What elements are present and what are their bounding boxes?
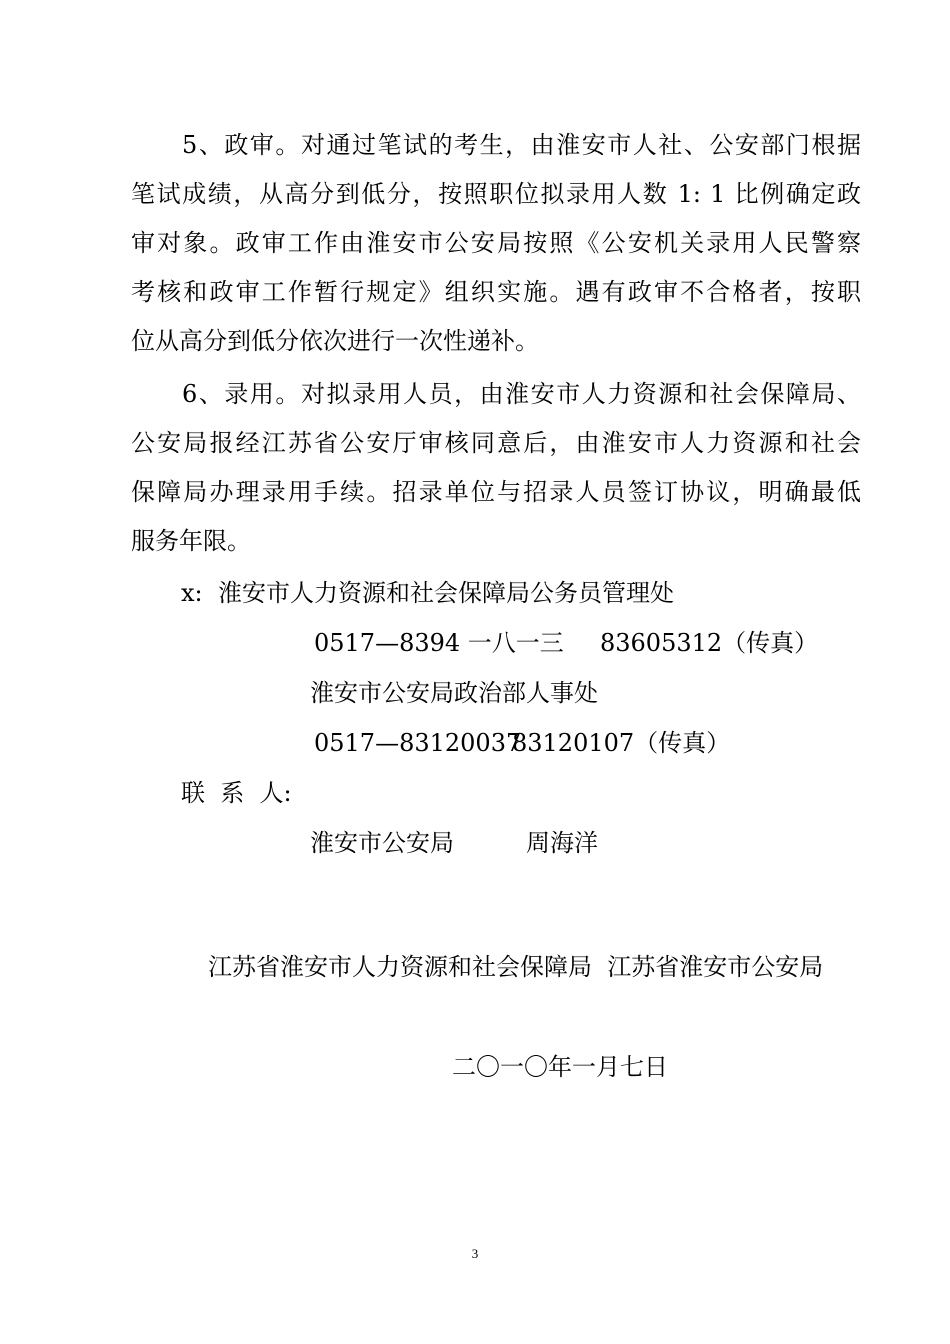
signature-issuers: 江苏省淮安市人力资源和社会保障局 江苏省淮安市公安局 [208, 953, 824, 981]
paragraph-line: 公安局报经江苏省公安厅审核同意后，由淮安市人力资源和社会 [131, 429, 861, 457]
contact-person-label: 联 系 人: [181, 779, 292, 807]
paragraph-line: 5、政审。对通过笔试的考生，由淮安市人社、公安部门根据 [131, 131, 861, 159]
contact-org-1: 淮安市人力资源和社会保障局公务员管理处 [218, 579, 674, 607]
contact-person-name: 周海洋 [526, 829, 598, 857]
paragraph-6 [131, 370, 861, 566]
paragraph-line: 审对象。政审工作由淮安市公安局按照《公安机关录用人民警察 [131, 229, 861, 257]
contact-fax-1: 83605312（传真） [600, 629, 819, 657]
paragraph-line: 6、录用。对拟录用人员，由淮安市人力资源和社会保障局、 [131, 380, 861, 408]
paragraph-line: 笔试成绩，从高分到低分，按照职位拟录用人数 1: 1 比例确定政 [131, 180, 861, 208]
paragraph-5 [131, 121, 861, 366]
contact-org-2: 淮安市公安局政治部人事处 [310, 679, 598, 707]
paragraph-line: 服务年限。 [131, 527, 251, 555]
paragraph-line: 考核和政审工作暂行规定》组织实施。遇有政审不合格者，按职 [131, 278, 861, 306]
contact-phone-2: 0517—83120037 [314, 729, 522, 757]
paragraph-line: 位从高分到低分依次进行一次性递补。 [131, 327, 539, 355]
contact-phone-1: 0517—8394 一八一三 [314, 629, 564, 657]
page-number: 3 [471, 1246, 479, 1261]
document-date: 二〇一〇年一月七日 [452, 1053, 668, 1081]
contact-person-org: 淮安市公安局 [310, 829, 454, 857]
contact-fax-2: 83120107（传真） [512, 729, 731, 757]
paragraph-line: 保障局办理录用手续。招录单位与招录人员签订协议，明确最低 [131, 478, 861, 506]
contact-x-label: x: [181, 579, 203, 607]
